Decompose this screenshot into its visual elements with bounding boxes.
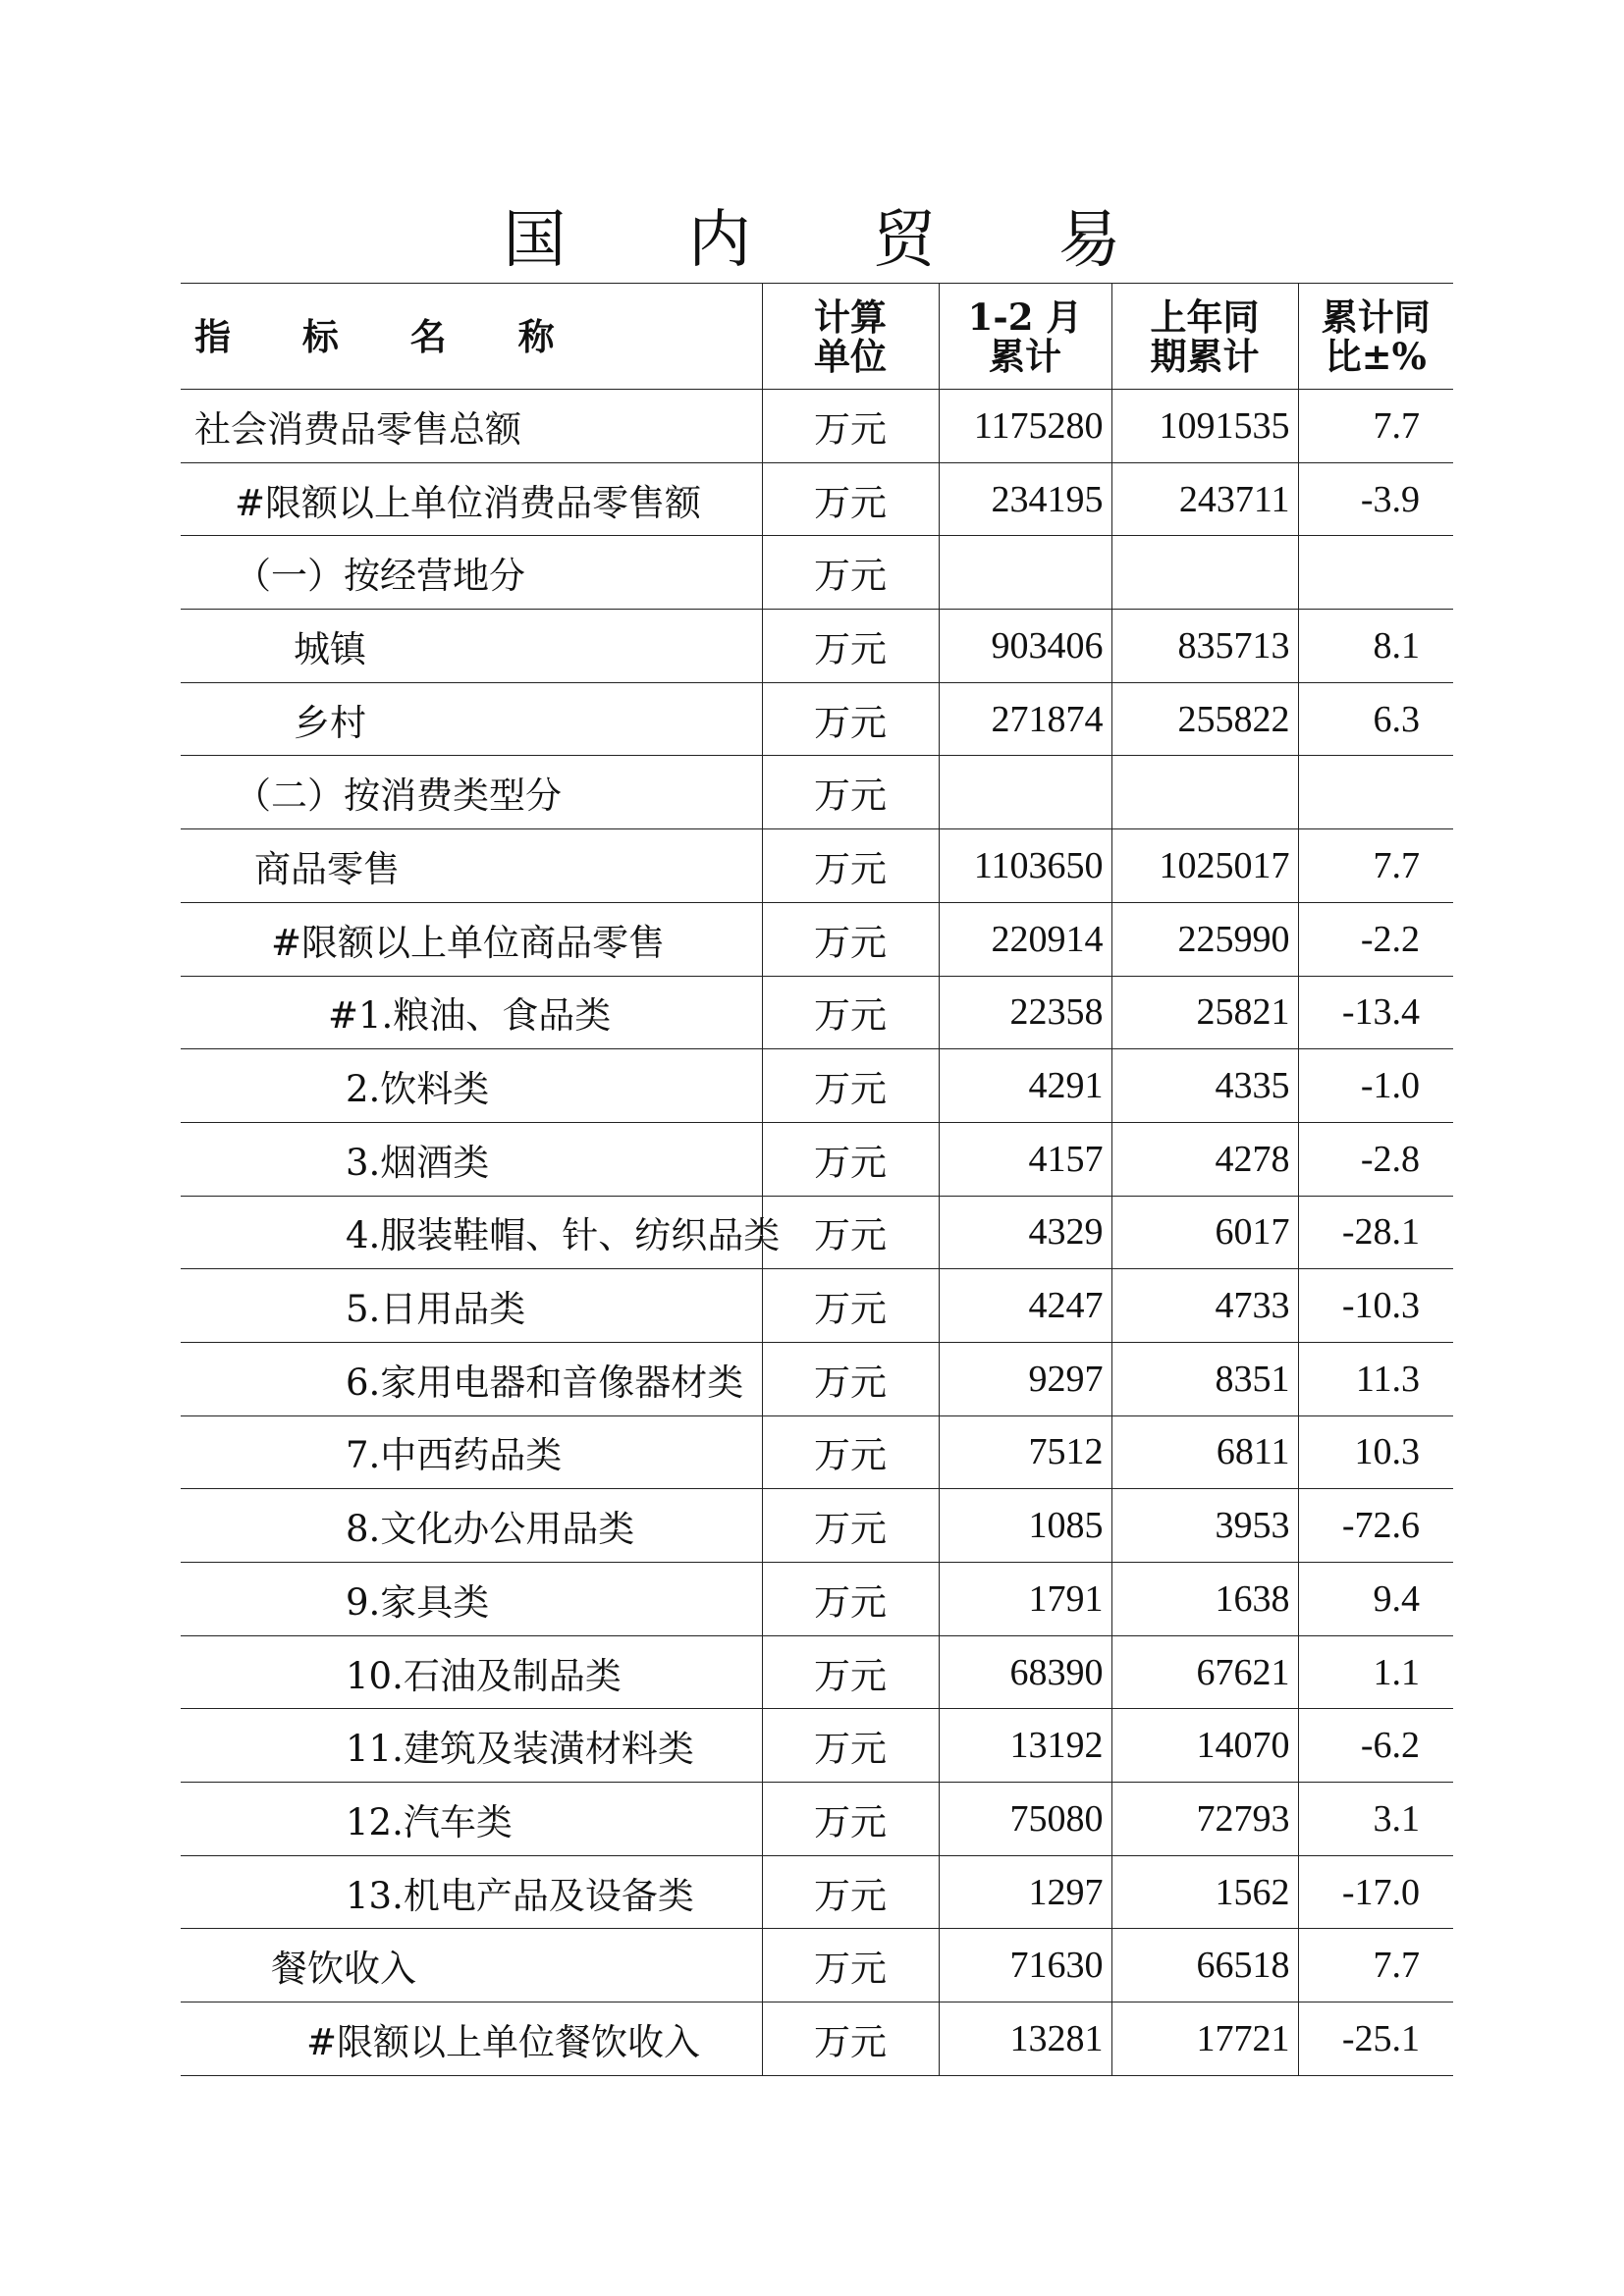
- row-current-value: [939, 536, 1111, 610]
- row-unit: 万元: [762, 610, 939, 683]
- table-row: [181, 682, 1453, 756]
- row-indicator-name: （二）按消费类型分: [181, 756, 762, 829]
- row-current-value: 7512: [939, 1415, 1111, 1489]
- row-current-value: 1297: [939, 1855, 1111, 1929]
- row-previous-value: 835713: [1111, 610, 1298, 683]
- row-previous-value: 255822: [1111, 682, 1298, 756]
- header-previous-line2: 期累计: [1150, 334, 1260, 378]
- row-yoy-change: 9.4: [1298, 1563, 1453, 1636]
- row-current-value: 220914: [939, 902, 1111, 976]
- row-indicator-name: 社会消费品零售总额: [181, 390, 762, 463]
- row-indicator-name: 13.机电产品及设备类: [181, 1855, 762, 1929]
- row-previous-value: 72793: [1111, 1783, 1298, 1856]
- row-unit: 万元: [762, 1196, 939, 1269]
- domestic-trade-table: [181, 283, 1453, 2076]
- table-row: [181, 390, 1453, 463]
- row-indicator-name: 6.家用电器和音像器材类: [181, 1342, 762, 1415]
- row-indicator-name: 12.汽车类: [181, 1783, 762, 1856]
- row-previous-value: 6811: [1111, 1415, 1298, 1489]
- row-unit: 万元: [762, 829, 939, 903]
- row-yoy-change: -3.9: [1298, 462, 1453, 536]
- table-row: [181, 462, 1453, 536]
- row-yoy-change: -10.3: [1298, 1269, 1453, 1343]
- row-yoy-change: -6.2: [1298, 1709, 1453, 1783]
- row-yoy-change: -72.6: [1298, 1489, 1453, 1563]
- row-indicator-name: 8.文化办公用品类: [181, 1489, 762, 1563]
- table-row: [181, 1635, 1453, 1709]
- row-current-value: 22358: [939, 976, 1111, 1049]
- header-yoy-line2: 比±%: [1325, 334, 1427, 378]
- header-indicator-name: 指 标 名 称: [181, 284, 762, 390]
- row-current-value: 234195: [939, 462, 1111, 536]
- row-indicator-name: #限额以上单位商品零售: [181, 902, 762, 976]
- row-unit: 万元: [762, 536, 939, 610]
- row-previous-value: 4335: [1111, 1049, 1298, 1123]
- row-current-value: 271874: [939, 682, 1111, 756]
- table-row: [181, 1049, 1453, 1123]
- row-unit: 万元: [762, 1563, 939, 1636]
- table-row: [181, 1709, 1453, 1783]
- row-yoy-change: 11.3: [1298, 1342, 1453, 1415]
- row-yoy-change: -28.1: [1298, 1196, 1453, 1269]
- row-yoy-change: 7.7: [1298, 1929, 1453, 2002]
- row-current-value: 4291: [939, 1049, 1111, 1123]
- row-current-value: 13192: [939, 1709, 1111, 1783]
- header-current-line2: 累计: [989, 334, 1061, 378]
- row-indicator-name: 9.家具类: [181, 1563, 762, 1636]
- row-yoy-change: 10.3: [1298, 1415, 1453, 1489]
- row-yoy-change: -2.2: [1298, 902, 1453, 976]
- row-previous-value: 4733: [1111, 1269, 1298, 1343]
- table-row: [181, 1196, 1453, 1269]
- row-indicator-name: 餐饮收入: [181, 1929, 762, 2002]
- row-unit: 万元: [762, 390, 939, 463]
- table-body: [181, 390, 1453, 2076]
- table-row: [181, 610, 1453, 683]
- row-yoy-change: -13.4: [1298, 976, 1453, 1049]
- row-yoy-change: 1.1: [1298, 1635, 1453, 1709]
- row-previous-value: [1111, 756, 1298, 829]
- header-unit-line2: 单位: [814, 334, 887, 378]
- row-unit: 万元: [762, 1489, 939, 1563]
- table-row: [181, 1342, 1453, 1415]
- row-current-value: 4157: [939, 1122, 1111, 1196]
- row-indicator-name: 商品零售: [181, 829, 762, 903]
- row-previous-value: 25821: [1111, 976, 1298, 1049]
- table-row: [181, 829, 1453, 903]
- header-unit: [762, 284, 939, 390]
- row-unit: 万元: [762, 1269, 939, 1343]
- table-row: [181, 1783, 1453, 1856]
- row-unit: 万元: [762, 462, 939, 536]
- row-previous-value: 1638: [1111, 1563, 1298, 1636]
- row-unit: 万元: [762, 976, 939, 1049]
- row-current-value: 68390: [939, 1635, 1111, 1709]
- header-current-cumulative: [939, 284, 1111, 390]
- row-unit: 万元: [762, 1929, 939, 2002]
- row-indicator-name: 3.烟酒类: [181, 1122, 762, 1196]
- row-indicator-name: 城镇: [181, 610, 762, 683]
- row-previous-value: 67621: [1111, 1635, 1298, 1709]
- row-previous-value: [1111, 536, 1298, 610]
- row-yoy-change: -2.8: [1298, 1122, 1453, 1196]
- table-row: [181, 1489, 1453, 1563]
- row-previous-value: 4278: [1111, 1122, 1298, 1196]
- row-indicator-name: #1.粮油、食品类: [181, 976, 762, 1049]
- row-previous-value: 8351: [1111, 1342, 1298, 1415]
- table-row: [181, 536, 1453, 610]
- row-current-value: 13281: [939, 2002, 1111, 2076]
- table-row: [181, 902, 1453, 976]
- row-previous-value: 1091535: [1111, 390, 1298, 463]
- row-previous-value: 6017: [1111, 1196, 1298, 1269]
- header-unit-line1: 计算: [814, 294, 887, 339]
- table-row: [181, 1855, 1453, 1929]
- table-row: [181, 1269, 1453, 1343]
- row-yoy-change: 6.3: [1298, 682, 1453, 756]
- row-current-value: 75080: [939, 1783, 1111, 1856]
- row-current-value: [939, 756, 1111, 829]
- row-unit: 万元: [762, 1635, 939, 1709]
- row-yoy-change: 7.7: [1298, 829, 1453, 903]
- row-indicator-name: 乡村: [181, 682, 762, 756]
- table-row: [181, 1563, 1453, 1636]
- row-previous-value: 1025017: [1111, 829, 1298, 903]
- row-previous-value: 3953: [1111, 1489, 1298, 1563]
- row-indicator-name: 2.饮料类: [181, 1049, 762, 1123]
- row-unit: 万元: [762, 1122, 939, 1196]
- row-unit: 万元: [762, 2002, 939, 2076]
- row-unit: 万元: [762, 902, 939, 976]
- row-current-value: 903406: [939, 610, 1111, 683]
- page-title: 国 内 贸 易: [503, 204, 1172, 277]
- row-yoy-change: [1298, 756, 1453, 829]
- row-unit: 万元: [762, 756, 939, 829]
- row-unit: 万元: [762, 1049, 939, 1123]
- row-current-value: 1085: [939, 1489, 1111, 1563]
- header-current-line1: 1-2 月: [967, 294, 1083, 339]
- row-indicator-name: 11.建筑及装潢材料类: [181, 1709, 762, 1783]
- table-row: [181, 2002, 1453, 2076]
- row-current-value: 4329: [939, 1196, 1111, 1269]
- row-indicator-name: 10.石油及制品类: [181, 1635, 762, 1709]
- row-current-value: 71630: [939, 1929, 1111, 2002]
- row-yoy-change: [1298, 536, 1453, 610]
- row-previous-value: 225990: [1111, 902, 1298, 976]
- row-indicator-name: （一）按经营地分: [181, 536, 762, 610]
- table-row: [181, 1122, 1453, 1196]
- row-current-value: 1103650: [939, 829, 1111, 903]
- row-yoy-change: -1.0: [1298, 1049, 1453, 1123]
- table-row: [181, 756, 1453, 829]
- row-yoy-change: 7.7: [1298, 390, 1453, 463]
- row-previous-value: 17721: [1111, 2002, 1298, 2076]
- row-unit: 万元: [762, 1415, 939, 1489]
- row-indicator-name: 5.日用品类: [181, 1269, 762, 1343]
- row-unit: 万元: [762, 1342, 939, 1415]
- table-row: [181, 976, 1453, 1049]
- row-unit: 万元: [762, 1855, 939, 1929]
- row-previous-value: 1562: [1111, 1855, 1298, 1929]
- row-previous-value: 66518: [1111, 1929, 1298, 2002]
- row-unit: 万元: [762, 1709, 939, 1783]
- row-indicator-name: 4.服装鞋帽、针、纺织品类: [181, 1196, 762, 1269]
- header-yoy: [1298, 284, 1453, 390]
- row-current-value: 9297: [939, 1342, 1111, 1415]
- row-indicator-name: #限额以上单位餐饮收入: [181, 2002, 762, 2076]
- row-yoy-change: 3.1: [1298, 1783, 1453, 1856]
- header-yoy-line1: 累计同: [1321, 294, 1431, 339]
- row-previous-value: 243711: [1111, 462, 1298, 536]
- table-row: [181, 1415, 1453, 1489]
- table-row: [181, 1929, 1453, 2002]
- header-previous-cumulative: [1111, 284, 1298, 390]
- row-yoy-change: 8.1: [1298, 610, 1453, 683]
- row-yoy-change: -17.0: [1298, 1855, 1453, 1929]
- header-previous-line1: 上年同: [1150, 294, 1260, 339]
- row-current-value: 1791: [939, 1563, 1111, 1636]
- row-unit: 万元: [762, 1783, 939, 1856]
- row-yoy-change: -25.1: [1298, 2002, 1453, 2076]
- row-indicator-name: #限额以上单位消费品零售额: [181, 462, 762, 536]
- table-header-row: [181, 284, 1453, 390]
- row-current-value: 1175280: [939, 390, 1111, 463]
- row-indicator-name: 7.中西药品类: [181, 1415, 762, 1489]
- row-previous-value: 14070: [1111, 1709, 1298, 1783]
- row-unit: 万元: [762, 682, 939, 756]
- row-current-value: 4247: [939, 1269, 1111, 1343]
